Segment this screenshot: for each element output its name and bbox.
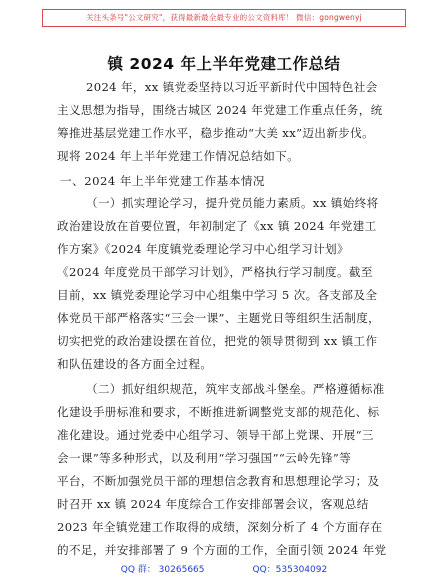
qq-text: QQ：535304092 — [252, 565, 328, 575]
intro-line: 筹推进基层党建工作水平，稳步推动“大美 xx”迈出新步伐。 — [57, 126, 375, 140]
para1-line: 《2024 年度党员干部学习计划》，严格执行学习制度。截至 — [57, 265, 373, 279]
para2-line: 准化建设。通过党委中心组学习、领导干部上党课、开展“三 — [57, 428, 374, 442]
para1-line: 体党员干部严格落实“三会一课”、主题党日等组织生活制度， — [57, 311, 381, 325]
contact-footer — [0, 562, 448, 575]
intro-line: 2024 年，xx 镇党委坚持以习近平新时代中国特色社会 — [86, 80, 378, 94]
promo-banner-text: 关注头条号"公文研究"，获得最新最全最专业的公文资料库！ 微信：gongwenyj — [86, 13, 362, 22]
para1-line: 目前，xx 镇党委理论学习中心组集中学习 5 次。各支部及全 — [57, 288, 378, 302]
para2-line: 2023 年全镇党建工作取得的成绩，深刻分析了 4 个方面存在 — [57, 520, 383, 534]
para2-line: 化建设手册标准和要求，不断推进新调整党支部的规范化、标 — [57, 405, 380, 419]
para1-line: 切实把党的政治建设摆在首位，把党的领导贯彻到 xx 镇工作 — [57, 334, 378, 348]
para2-line: 时召开 xx 镇 2024 年度综合工作安排部署会议，客观总结 — [57, 497, 369, 511]
intro-line: 现将 2024 年上半年党建工作情况总结如下。 — [57, 149, 300, 163]
document-title: 镇 2024 年上半年党建工作总结 — [107, 55, 341, 73]
para1-line: 作方案》《2024 年度镇党委理论学习中心组学习计划》 — [57, 242, 349, 256]
para2-line: 会一课”等多种形式，以及利用“学习强国”“云岭先锋”等 — [57, 451, 352, 465]
qq-group-text: QQ 群： 30265665 — [120, 565, 205, 575]
para1-line: （一）抓实理论学习，提升党员能力素质。xx 镇始终将 — [86, 196, 379, 210]
promo-banner — [0, 0, 448, 36]
intro-line: 主义思想为指导，围绕古城区 2024 年党建工作重点任务，统 — [57, 103, 383, 117]
para2-line: 平台，不断加强党员干部的理想信念教育和思想理论学习；及 — [57, 474, 380, 488]
section-heading: 一、2024 年上半年党建工作基本情况 — [60, 174, 266, 188]
promo-banner-frame — [42, 9, 406, 27]
para1-line: 政治建设放在首要位置，年初制定了《xx 镇 2024 年党建工 — [57, 219, 377, 233]
para1-line: 和队伍建设的各方面全过程。 — [57, 357, 213, 371]
para2-line: 的不足，并安排部署了 9 个方面的工作，全面引领 2024 年党 — [57, 543, 387, 557]
para2-line: （二）抓好组织规范，筑牢支部战斗堡垒。严格遵循标准 — [86, 382, 385, 396]
